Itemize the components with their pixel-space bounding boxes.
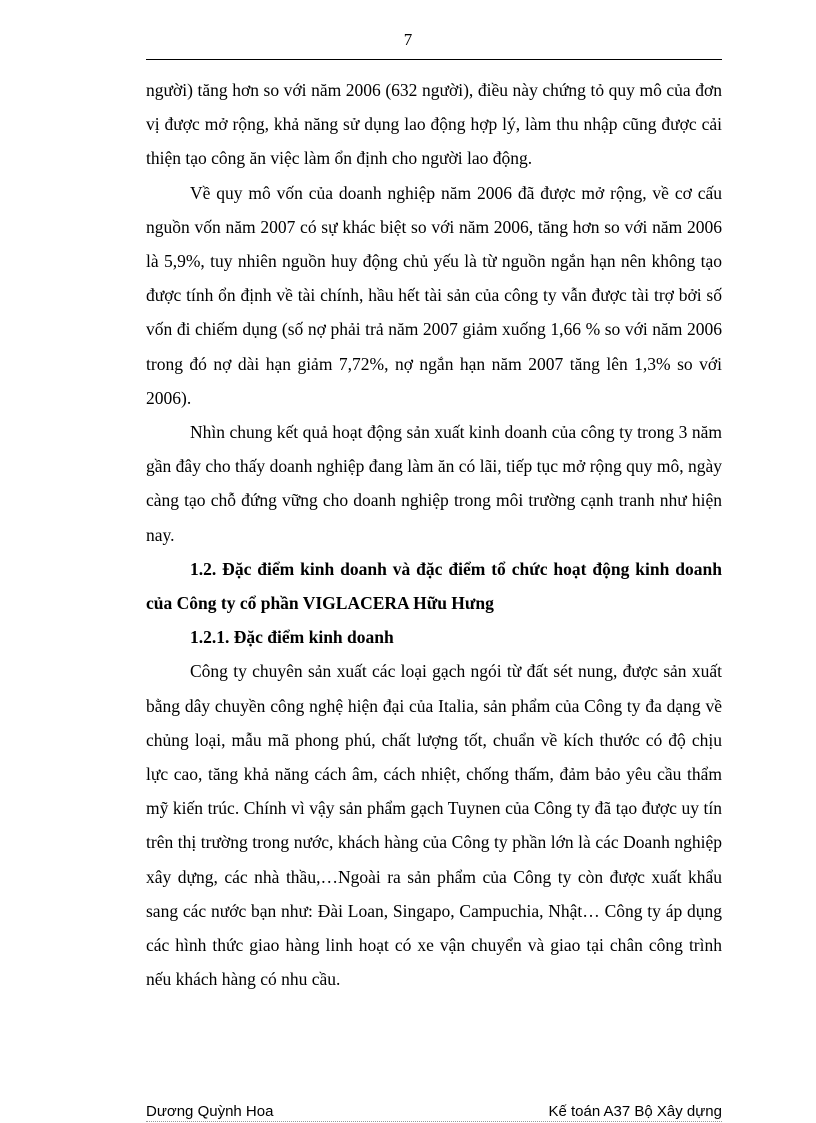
- footer-course: Kế toán A37 Bộ Xây dựng: [548, 1103, 722, 1120]
- subsection-heading: 1.2.1. Đặc điểm kinh doanh: [190, 627, 394, 648]
- paragraph-capital-structure: Về quy mô vốn của doanh nghiệp năm 2006 đã được mở rộng, về cơ cấu nguồn vốn năm 2007 có sự khác biệt so với năm 2006, tăng hơn so với năm 2006 là 5,9%, tuy nhiên nguồn huy động chủ yếu là từ nguồn ngắn hạn nên không tạo được tính ổn định về tài chính, hầu hết tài sản của công ty vẫn được tài trợ bởi số vốn đi chiếm dụng (số nợ phải trả năm 2007 giảm xuống 1,66 % so với năm 2006 trong đó nợ dài hạn giảm 7,72%, nợ ngắn hạn năm 2007 tăng lên 1,3% so với 2006).: [146, 182, 722, 408]
- paragraph-business-characteristics: Công ty chuyên sản xuất các loại gạch ngói từ đất sét nung, được sản xuất bằng dây chuyền công nghệ hiện đại của Italia, sản phẩm của Công ty đa dạng về chủng loại, mẫu mã phong phú, chất lượng tốt, chuẩn về kích thước có độ chịu lực cao, tăng khả năng cách âm, cách nhiệt, chống thấm, đảm bảo yêu cầu thẩm mỹ kiến trúc. Chính vì vậy sản phẩm gạch Tuynen của Công ty đã tạo được uy tín trên thị trường trong nước, khách hàng của Công ty phần lớn là các Doanh nghiệp xây dựng, các nhà thầu,…Ngoài ra sản phẩm của Công ty còn được xuất khẩu sang các nước bạn như: Đài Loan, Singapo, Campuchia, Nhật… Công ty áp dụng các hình thức giao hàng linh hoạt có xe vận chuyển và giao tại chân công trình nếu khách hàng có nhu cầu.: [146, 661, 722, 990]
- section-heading: 1.2. Đặc điểm kinh doanh và đặc điểm tổ chức hoạt động kinh doanh của Công ty cổ phần VIGLACERA Hữu Hưng: [146, 558, 722, 614]
- page-number: 7: [403, 30, 413, 49]
- footer-rule: [146, 1121, 722, 1122]
- page-footer: [146, 1103, 722, 1123]
- document-body: [146, 73, 722, 996]
- paragraph-continuation: người) tăng hơn so với năm 2006 (632 người), điều này chứng tỏ quy mô của đơn vị được mở rộng, khả năng sử dụng lao động hợp lý, làm thu nhập cũng được cải thiện tạo công ăn việc làm ổn định cho người lao động.: [146, 80, 722, 169]
- header-rule: [146, 59, 722, 60]
- paragraph-summary: Nhìn chung kết quả hoạt động sản xuất kinh doanh của công ty trong 3 năm gần đây cho thấy doanh nghiệp đang làm ăn có lãi, tiếp tục mở rộng quy mô, ngày càng tạo chỗ đứng vững cho doanh nghiệp trong môi trường cạnh tranh như hiện nay.: [146, 422, 722, 545]
- footer-author: Dương Quỳnh Hoa: [146, 1103, 274, 1120]
